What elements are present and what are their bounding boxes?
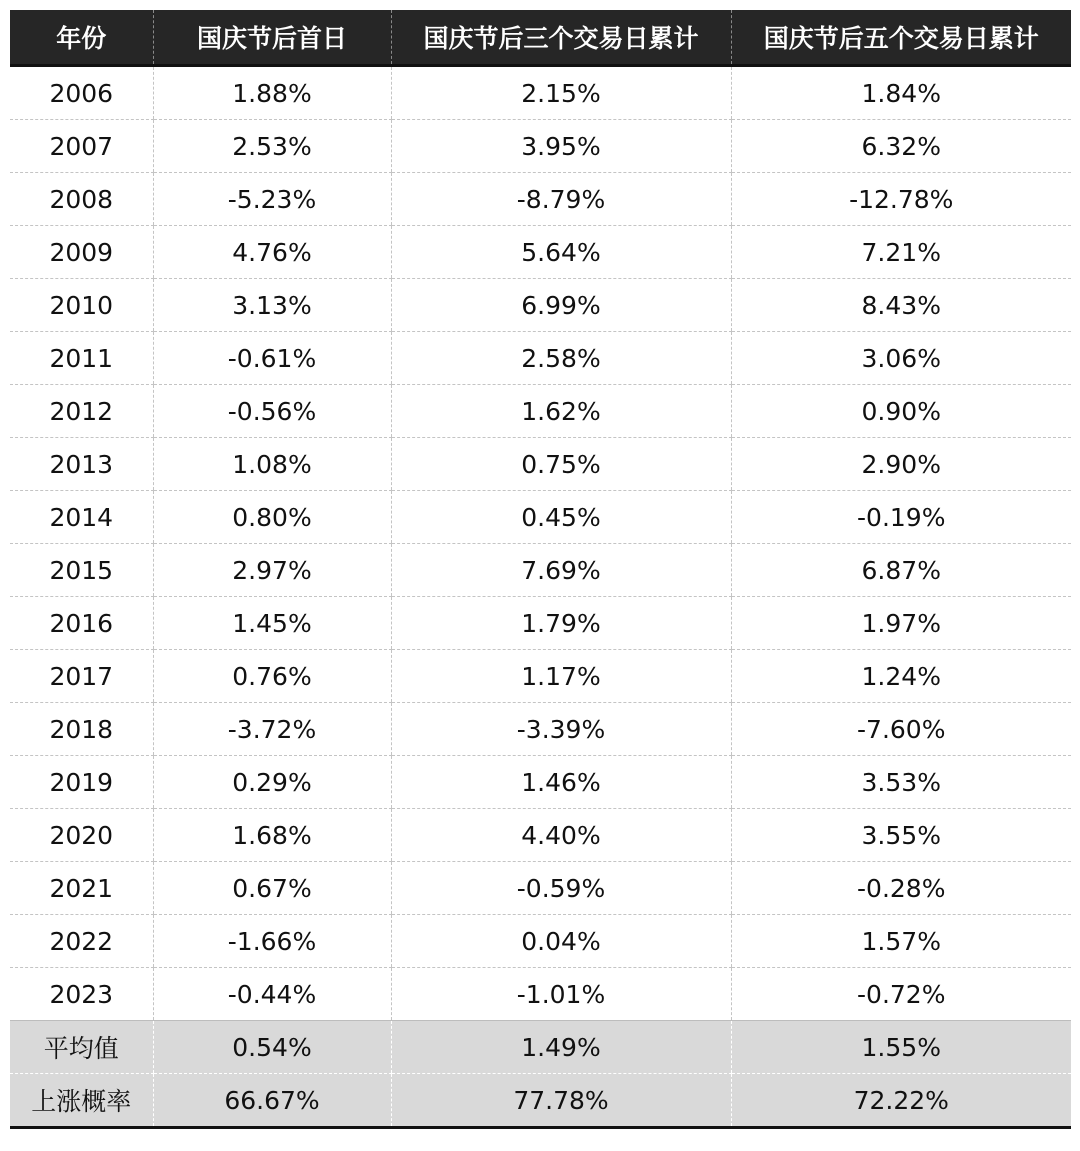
cell-first-day: 0.76% (153, 650, 391, 703)
cell-five-day: 7.21% (731, 226, 1071, 279)
cell-year: 2022 (10, 915, 153, 968)
summary-three-day: 1.49% (391, 1021, 731, 1074)
cell-five-day: 6.87% (731, 544, 1071, 597)
cell-five-day: 3.06% (731, 332, 1071, 385)
cell-first-day: 2.53% (153, 120, 391, 173)
table-row (10, 968, 1071, 1021)
cell-five-day: -12.78% (731, 173, 1071, 226)
cell-five-day: -7.60% (731, 703, 1071, 756)
summary-first-day: 66.67% (153, 1074, 391, 1128)
cell-first-day: -0.61% (153, 332, 391, 385)
cell-five-day: -0.28% (731, 862, 1071, 915)
cell-first-day: 1.88% (153, 66, 391, 120)
cell-five-day: -0.72% (731, 968, 1071, 1021)
summary-row-average (10, 1021, 1071, 1074)
cell-first-day: -0.56% (153, 385, 391, 438)
table-row (10, 438, 1071, 491)
summary-five-day: 72.22% (731, 1074, 1071, 1128)
cell-three-day: 7.69% (391, 544, 731, 597)
cell-first-day: 3.13% (153, 279, 391, 332)
summary-label: 上涨概率 (10, 1074, 153, 1128)
summary-five-day: 1.55% (731, 1021, 1071, 1074)
cell-year: 2023 (10, 968, 153, 1021)
cell-five-day: 1.57% (731, 915, 1071, 968)
summary-label: 平均值 (10, 1021, 153, 1074)
summary-first-day: 0.54% (153, 1021, 391, 1074)
cell-year: 2013 (10, 438, 153, 491)
cell-year: 2021 (10, 862, 153, 915)
header-row (10, 10, 1071, 66)
cell-first-day: -0.44% (153, 968, 391, 1021)
cell-three-day: 3.95% (391, 120, 731, 173)
cell-year: 2020 (10, 809, 153, 862)
cell-first-day: 2.97% (153, 544, 391, 597)
cell-three-day: -3.39% (391, 703, 731, 756)
cell-three-day: 1.79% (391, 597, 731, 650)
cell-year: 2014 (10, 491, 153, 544)
header-year: 年份 (10, 10, 153, 66)
cell-three-day: 0.75% (391, 438, 731, 491)
table-row (10, 862, 1071, 915)
table-row (10, 491, 1071, 544)
table-row (10, 279, 1071, 332)
summary-three-day: 77.78% (391, 1074, 731, 1128)
cell-year: 2012 (10, 385, 153, 438)
cell-first-day: -3.72% (153, 703, 391, 756)
cell-year: 2018 (10, 703, 153, 756)
cell-year: 2007 (10, 120, 153, 173)
cell-three-day: -1.01% (391, 968, 731, 1021)
table-row (10, 756, 1071, 809)
cell-five-day: 2.90% (731, 438, 1071, 491)
cell-five-day: 1.24% (731, 650, 1071, 703)
returns-table-container (10, 10, 1071, 1129)
table-row (10, 650, 1071, 703)
cell-year: 2008 (10, 173, 153, 226)
cell-year: 2009 (10, 226, 153, 279)
cell-five-day: 1.84% (731, 66, 1071, 120)
cell-year: 2011 (10, 332, 153, 385)
cell-five-day: 0.90% (731, 385, 1071, 438)
cell-first-day: 4.76% (153, 226, 391, 279)
cell-first-day: 0.80% (153, 491, 391, 544)
table-row (10, 915, 1071, 968)
cell-first-day: 1.68% (153, 809, 391, 862)
cell-five-day: 3.53% (731, 756, 1071, 809)
cell-five-day: 8.43% (731, 279, 1071, 332)
cell-five-day: 3.55% (731, 809, 1071, 862)
cell-first-day: 1.45% (153, 597, 391, 650)
table-row (10, 120, 1071, 173)
table-row (10, 809, 1071, 862)
cell-year: 2017 (10, 650, 153, 703)
cell-five-day: 1.97% (731, 597, 1071, 650)
cell-three-day: 1.17% (391, 650, 731, 703)
header-five-day: 国庆节后五个交易日累计 (731, 10, 1071, 66)
cell-year: 2006 (10, 66, 153, 120)
cell-three-day: 5.64% (391, 226, 731, 279)
cell-three-day: 4.40% (391, 809, 731, 862)
cell-first-day: -5.23% (153, 173, 391, 226)
cell-five-day: 6.32% (731, 120, 1071, 173)
table-row (10, 173, 1071, 226)
header-three-day: 国庆节后三个交易日累计 (391, 10, 731, 66)
table-row (10, 597, 1071, 650)
table-row (10, 332, 1071, 385)
cell-three-day: 1.46% (391, 756, 731, 809)
cell-three-day: -0.59% (391, 862, 731, 915)
cell-five-day: -0.19% (731, 491, 1071, 544)
cell-three-day: 2.58% (391, 332, 731, 385)
table-row (10, 544, 1071, 597)
cell-first-day: -1.66% (153, 915, 391, 968)
cell-three-day: -8.79% (391, 173, 731, 226)
cell-three-day: 0.04% (391, 915, 731, 968)
table-row (10, 703, 1071, 756)
table-row (10, 226, 1071, 279)
cell-year: 2015 (10, 544, 153, 597)
cell-year: 2016 (10, 597, 153, 650)
cell-three-day: 2.15% (391, 66, 731, 120)
cell-year: 2010 (10, 279, 153, 332)
cell-three-day: 6.99% (391, 279, 731, 332)
cell-three-day: 1.62% (391, 385, 731, 438)
cell-first-day: 1.08% (153, 438, 391, 491)
table-row (10, 66, 1071, 120)
summary-row-rise-probability (10, 1074, 1071, 1128)
cell-year: 2019 (10, 756, 153, 809)
cell-first-day: 0.67% (153, 862, 391, 915)
cell-three-day: 0.45% (391, 491, 731, 544)
post-national-day-returns-table (10, 10, 1071, 1129)
cell-first-day: 0.29% (153, 756, 391, 809)
header-first-day: 国庆节后首日 (153, 10, 391, 66)
table-row (10, 385, 1071, 438)
